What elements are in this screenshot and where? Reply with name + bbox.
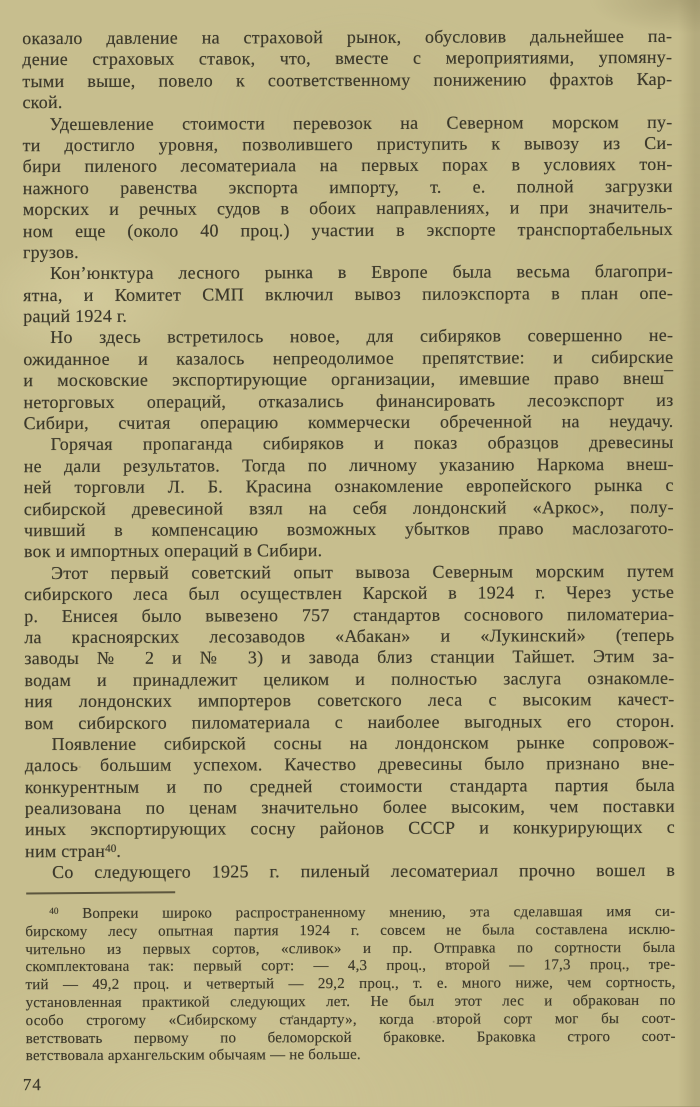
footnote-reference-mark: 40 (49, 906, 59, 917)
text-line: скомплектована так: первый сорт: — 4,3 проц., второй — 17,3 проц., тре- (25, 957, 676, 976)
text-line: особо строгому «Сибирскому стандарту», когда второй сорт мог бы соот- (25, 1010, 676, 1029)
text-line: неторговых операций, отказались финансировать лесоэкспорт из (23, 389, 674, 412)
text-line: далось большим успехом. Качество древесины было признано вне- (24, 753, 675, 776)
text-line: сибирской древесиной взял на себя лондонский «Аркос», полу- (23, 496, 674, 519)
text-line: Со следующего 1925 г. пиленый лесоматериал прочно вошел в (52, 860, 676, 883)
text-line: морских и речных судов в обоих направлениях, и при значитель- (22, 196, 673, 220)
text-line: ния лондонских импортеров советского леса с высоким качест- (24, 688, 675, 712)
text-line: Горячая пропаганда сибиряков и показ образцов древесины (50, 432, 674, 455)
text-line: и московские экспортирующие организации, имевшие право внеш¯ (23, 368, 674, 391)
text-line: ти достигло уровня, позволившего приступить к вывозу из Си- (22, 132, 673, 156)
text-line: Этот первый советский опыт вывоза Северным морским путем (51, 560, 675, 583)
text-line: ном еще (около 40 проц.) участии в экспорте транспортабельных (22, 218, 673, 241)
text-line: вом сибирского пиломатериала с наиболее выгодных его сторон. (24, 710, 675, 733)
text-line: установленная практикой следующих лет. Не был этот лес и обракован по (25, 992, 676, 1012)
text-line: ней торговли Л. Б. Красина ознакомление европейского рынка с (23, 475, 674, 498)
footnote-text (25, 904, 676, 1066)
body-text (22, 26, 675, 884)
text-line: конкурентным и по средней стоимости стандарта партия была (24, 774, 675, 797)
page-number: 74 (22, 1075, 42, 1095)
text-line: ской. (22, 92, 63, 113)
text-line: реализована по ценам значительно более высоким, чем поставки (24, 795, 675, 819)
text-line: грузов. (22, 241, 79, 263)
text-line: ла красноярских лесозаводов «Абакан» и «Лукинский» (теперь (24, 624, 675, 648)
text-line: Кон’юнктура лесного рынка в Европе была весьма благопри- (49, 261, 674, 284)
text-line: р. Енисея было вывезено 757 стандартов соснового пиломатериа- (24, 603, 675, 626)
text-line: бирскому лесу опытная партия 1924 г. совсем не была составлена исклю- (25, 921, 676, 940)
text-line: ветствовать первому по беломорской браковке. Браковка строго соот- (25, 1028, 676, 1047)
text-line: тыми выше, повело к соответственному понижению фрахтов Кар- (22, 68, 673, 91)
text-line: оказало давление на страховой рынок, обусловив дальнейшее па- (22, 25, 673, 49)
text-line: ожиданное и казалось непреодолимое препятствие: и сибирские (23, 346, 674, 369)
text-line: тий — 49,2 проц. и четвертый — 29,2 проц., т. е. много ниже, чем сортность, (25, 975, 676, 994)
text-line: не дали результатов. Тогда по личному указанию Наркома внеш- (23, 453, 674, 476)
footnote-rule (26, 891, 175, 894)
text-line: Сибири, считая операцию коммерчески обреченной на неудачу. (23, 410, 674, 434)
text-line: вок и импортных операций в Сибири. (23, 540, 323, 562)
text-line: нажного равенства экспорта импорту, т. е. полной загрузки (22, 175, 673, 198)
text-line: Появление сибирской сосны на лондонском рынке сопровож- (51, 731, 675, 754)
text-line: $^{40}$ Вопреки широко распространенному мнению, эта сделавшая имя си- (49, 903, 676, 923)
text-line: сибирского леса был осуществлен Карской в 1924 г. Через устье (24, 582, 675, 605)
text-line: раций 1924 г. (23, 305, 128, 327)
text-line: ним стран$^{40}$. (25, 840, 122, 861)
text-line: дение страховых ставок, что, вместе с мероприятиями, упомяну- (22, 47, 673, 70)
text-line: иных экспортирующих сосну районов СССР и конкурирующих с (24, 817, 675, 840)
footnote-reference-mark: 40 (105, 842, 117, 855)
text-line: водам и принадлежит целиком и полностью заслуга ознакомле- (24, 667, 675, 690)
text-line: заводы № 2 и № 3) и завода близ станции Тайшет. Этим за- (24, 646, 675, 669)
text-line: ятна, и Комитет СМП включил вывоз пилоэкспорта в план опе- (23, 282, 674, 305)
text-line: Удешевление стоимости перевозок на Северном морском пу- (49, 111, 673, 134)
text-line: чительно из первых сортов, «сливок» и пр. Отправка по сортности была (25, 939, 676, 958)
text-line: Но здесь встретилось новое, для сибиряков совершенно не- (50, 325, 674, 348)
text-line: ветствовала архангельским обычаям — не больше. (25, 1047, 361, 1065)
text-line: чивший в компенсацию возможных убытков право маслозагото- (23, 517, 674, 541)
text-line: бири пиленого лесоматериала на первых порах в условиях тон- (22, 154, 673, 177)
